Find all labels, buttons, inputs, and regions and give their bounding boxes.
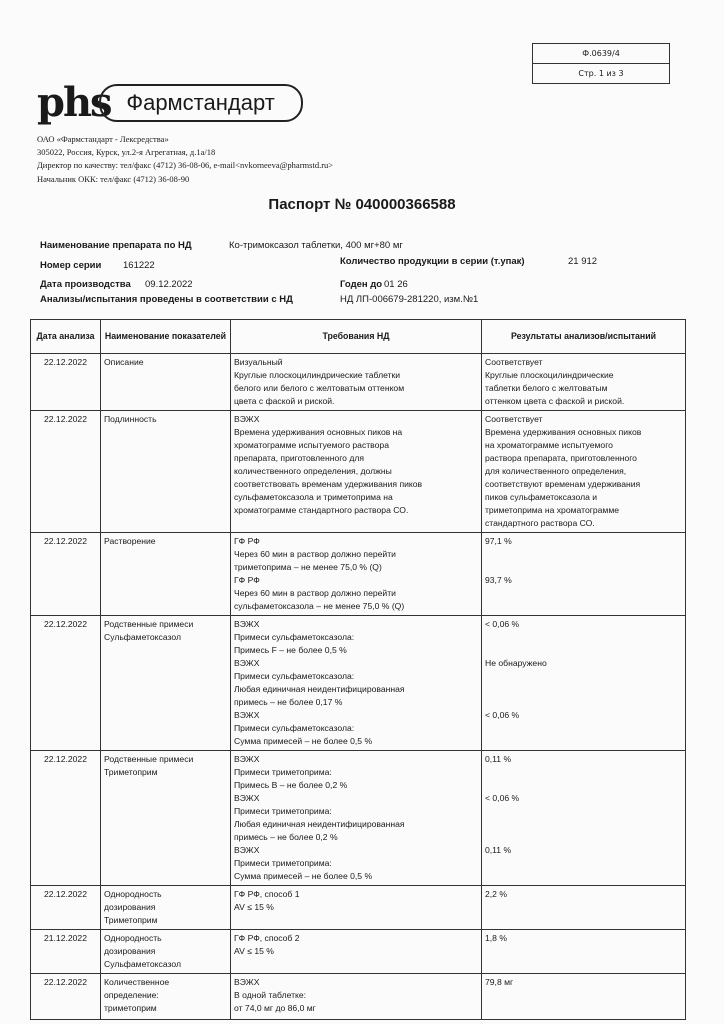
cell-requirements-line: В одной таблетке: [234, 990, 307, 1000]
cell-requirements-line: ВЭЖХ [234, 710, 260, 720]
page-number: Стр. 1 из 3 [578, 69, 624, 78]
cell-requirements-line: Примеси сульфаметоксазола: [234, 671, 355, 681]
cell-name-line: Триметоприм [104, 915, 158, 925]
cell-date [31, 533, 101, 616]
cell-date-line: 21.12.2022 [43, 933, 87, 943]
cell-name-line: дозирования [104, 902, 156, 912]
header-date: Дата анализа [31, 320, 101, 354]
cell-date [31, 751, 101, 886]
cell-results-line: 0,11 % [485, 845, 512, 855]
form-code: Ф.0639/4 [533, 44, 669, 64]
page-title: Паспорт № 040000366588 [268, 196, 456, 213]
cell-date-line: 22.12.2022 [43, 414, 87, 424]
cell-results [482, 411, 686, 533]
cell-results-line: пиков сульфаметоксазола и [485, 492, 598, 502]
cell-date [31, 886, 101, 930]
cell-results [482, 533, 686, 616]
cell-date-line: 22.12.2022 [43, 754, 87, 764]
cell-results-line [485, 870, 682, 883]
logo-name: Фармстандарт [99, 84, 303, 122]
production-date-label: Дата производства [40, 279, 131, 290]
cell-results-line [485, 805, 682, 818]
cell-results-line: Соответствует [485, 357, 543, 367]
cell-name-line: Однородность [104, 889, 162, 899]
series-label: Номер серии [40, 260, 102, 271]
cell-requirements-line: Любая единичная неидентифицированная [234, 684, 405, 694]
cell-results-line [485, 561, 682, 574]
cell-requirements-line: ВЭЖХ [234, 793, 260, 803]
cell-results [482, 354, 686, 411]
header-name: Наименование показателей [101, 320, 231, 354]
cell-requirements-line: AV ≤ 15 % [234, 946, 274, 956]
table-row [31, 354, 686, 411]
cell-requirements-line: Сумма примесей – не более 0,5 % [234, 736, 373, 746]
cell-results-line [485, 587, 682, 600]
cell-requirements [231, 616, 482, 751]
cell-requirements-line: Примеси триметоприма: [234, 806, 332, 816]
cell-name-line: Сульфаметоксазол [104, 959, 181, 969]
cell-name [101, 616, 231, 751]
company-info [37, 133, 333, 186]
cell-requirements-line: AV ≤ 15 % [234, 902, 274, 912]
cell-requirements-line: ВЭЖХ [234, 658, 260, 668]
cell-date-line: 22.12.2022 [43, 619, 87, 629]
table-row [31, 930, 686, 974]
cell-name [101, 411, 231, 533]
cell-requirements-line: белого или белого с желтоватым оттенком [234, 383, 405, 393]
cell-requirements-line: Через 60 мин в раствор должно перейти [234, 588, 396, 598]
cell-results-line: Соответствует [485, 414, 543, 424]
cell-name-line: Родственные примеси [104, 754, 194, 764]
cell-name [101, 533, 231, 616]
cell-results [482, 930, 686, 974]
form-code-box [532, 43, 670, 84]
cell-requirements-line: Круглые плоскоцилиндрические таблетки [234, 370, 401, 380]
cell-requirements-line: примесь – не более 0,17 % [234, 697, 343, 707]
cell-results-line: Не обнаружено [485, 658, 547, 668]
cell-date-line: 22.12.2022 [43, 357, 87, 367]
cell-date-line: 22.12.2022 [43, 536, 87, 546]
cell-results-line [485, 766, 682, 779]
cell-date-line: 22.12.2022 [43, 889, 87, 899]
cell-requirements-line: Любая единичная неидентифицированная [234, 819, 405, 829]
cell-requirements-line: от 74,0 мг до 86,0 мг [234, 1003, 316, 1013]
analysis-table [30, 319, 686, 1020]
cell-date [31, 930, 101, 974]
cell-requirements-line: сульфаметоксазола и триметоприма на [234, 492, 393, 502]
nd-label: Анализы/испытания проведены в соответствии с НД [40, 294, 293, 305]
cell-requirements-line: Примесь В – не более 0,2 % [234, 780, 348, 790]
cell-results [482, 616, 686, 751]
cell-results-line [485, 600, 682, 613]
cell-results-line: 0,11 % [485, 754, 512, 764]
cell-name-line: Растворение [104, 536, 156, 546]
cell-requirements [231, 354, 482, 411]
cell-name-line: определение: [104, 990, 159, 1000]
cell-results-line: < 0,06 % [485, 619, 520, 629]
cell-requirements-line: ВЭЖХ [234, 845, 260, 855]
table-row [31, 974, 686, 1020]
table-row [31, 533, 686, 616]
cell-requirements [231, 533, 482, 616]
company-line: Начальник ОКК: тел/факс (4712) 36-08-90 [37, 173, 190, 184]
cell-name-line: Однородность [104, 933, 162, 943]
cell-name [101, 751, 231, 886]
header-results: Результаты анализов/испытаний [482, 320, 686, 354]
cell-requirements-line: Примеси триметоприма: [234, 767, 332, 777]
cell-results-line: 93,7 % [485, 575, 512, 585]
cell-requirements-line: ГФ РФ [234, 575, 260, 585]
cell-requirements [231, 886, 482, 930]
company-line: 305022, Россия, Курск, ул.2-я Агрегатная, д.1а/18 [37, 147, 216, 158]
cell-date [31, 974, 101, 1020]
cell-requirements-line: ГФ РФ [234, 536, 260, 546]
cell-name [101, 930, 231, 974]
cell-name-line: Сульфаметоксазол [104, 632, 181, 642]
table-row [31, 751, 686, 886]
cell-requirements-line: ГФ РФ, способ 1 [234, 889, 300, 899]
cell-requirements-line: примесь – не более 0,2 % [234, 832, 338, 842]
cell-requirements-line: Примеси сульфаметоксазола: [234, 723, 355, 733]
cell-results-line: раствора препарата, приготовленного [485, 453, 637, 463]
cell-requirements-line: сульфаметоксазола – не менее 75,0 % (Q) [234, 601, 405, 611]
cell-requirements-line: Примеси триметоприма: [234, 858, 332, 868]
cell-results [482, 974, 686, 1020]
cell-results-line: 79,8 мг [485, 977, 514, 987]
cell-results-line: 1,8 % [485, 933, 507, 943]
drug-label: Наименование препарата по НД [40, 240, 192, 251]
cell-results-line: 97,1 % [485, 536, 512, 546]
cell-requirements-line: Сумма примесей – не более 0,5 % [234, 871, 373, 881]
cell-results-line [485, 631, 682, 644]
cell-results [482, 751, 686, 886]
company-logo [37, 79, 303, 126]
cell-requirements-line: ВЭЖХ [234, 414, 260, 424]
cell-results-line [485, 670, 682, 683]
production-date-value: 09.12.2022 [145, 279, 193, 290]
cell-requirements-line: количественного определения, должны [234, 466, 392, 476]
cell-name-line: дозирования [104, 946, 156, 956]
drug-value: Ко-тримоксазол таблетки, 400 мг+80 мг [229, 240, 403, 251]
series-value: 161222 [123, 260, 155, 271]
cell-requirements-line: хроматограмме испытуемого раствора [234, 440, 389, 450]
cell-requirements [231, 411, 482, 533]
cell-results-line: на хроматограмме испытуемого [485, 440, 613, 450]
cell-requirements-line: триметоприма – не менее 75,0 % (Q) [234, 562, 382, 572]
cell-results-line [485, 644, 682, 657]
cell-name [101, 886, 231, 930]
cell-requirements-line: цвета с фаской и риской. [234, 396, 335, 406]
cell-date-line: 22.12.2022 [43, 977, 87, 987]
cell-results-line [485, 548, 682, 561]
company-line: ОАО «Фармстандарт - Лексредства» [37, 134, 169, 144]
cell-name-line: Подлинность [104, 414, 157, 424]
table-row [31, 886, 686, 930]
qty-value: 21 912 [568, 256, 598, 267]
cell-name-line: триметоприм [104, 1003, 157, 1013]
logo-mark: phs [37, 79, 111, 126]
header-requirements: Требования НД [231, 320, 482, 354]
cell-results-line: стандартного раствора СО. [485, 518, 595, 528]
cell-requirements-line: Времена удерживания основных пиков на [234, 427, 403, 437]
cell-results-line [485, 818, 682, 831]
cell-name-line: Количественное [104, 977, 170, 987]
cell-results-line: триметоприма на хроматограмме [485, 505, 620, 515]
cell-requirements-line: ВЭЖХ [234, 619, 260, 629]
cell-requirements [231, 751, 482, 886]
cell-results-line: таблетки белого с желтоватым [485, 383, 608, 393]
cell-requirements-line: Примесь F – не более 0,5 % [234, 645, 347, 655]
cell-results-line: < 0,06 % [485, 793, 520, 803]
cell-results-line: соответствуют временам удерживания [485, 479, 641, 489]
cell-results-line: < 0,06 % [485, 710, 520, 720]
expiry-value: 01 26 [384, 279, 408, 290]
cell-name-line: Родственные примеси [104, 619, 194, 629]
nd-value: НД ЛП-006679-281220, изм.№1 [340, 294, 479, 305]
table-body [31, 354, 686, 1020]
company-line: Директор по качеству: тел/факс (4712) 36-08-06, e-mail<nvkorneeva@pharmstd.ru> [37, 160, 334, 171]
cell-date [31, 411, 101, 533]
cell-results-line [485, 857, 682, 870]
cell-results-line [485, 696, 682, 709]
cell-requirements-line: ГФ РФ, способ 2 [234, 933, 300, 943]
cell-results-line [485, 831, 682, 844]
cell-results-line: Времена удерживания основных пиков [485, 427, 642, 437]
cell-results-line: для количественного определения, [485, 466, 627, 476]
expiry-label: Годен до [340, 279, 383, 290]
cell-results-line [485, 722, 682, 735]
cell-results-line [485, 683, 682, 696]
cell-results-line [485, 779, 682, 792]
cell-name [101, 354, 231, 411]
cell-name [101, 974, 231, 1020]
cell-requirements-line: Через 60 мин в раствор должно перейти [234, 549, 396, 559]
cell-results-line: оттенком цвета с фаской и риской. [485, 396, 625, 406]
cell-name-line: Описание [104, 357, 144, 367]
cell-requirements-line: соответствовать временам удерживания пиков [234, 479, 423, 489]
cell-requirements [231, 974, 482, 1020]
cell-requirements-line: хроматограмме стандартного раствора СО. [234, 505, 409, 515]
cell-requirements-line: Визуальный [234, 357, 283, 367]
cell-date [31, 616, 101, 751]
cell-requirements-line: препарата, приготовленного для [234, 453, 365, 463]
cell-name-line: Триметоприм [104, 767, 158, 777]
cell-results-line [485, 735, 682, 748]
cell-requirements-line: ВЭЖХ [234, 754, 260, 764]
table-row [31, 616, 686, 751]
cell-requirements [231, 930, 482, 974]
qty-label: Количество продукции в серии (т.упак) [340, 256, 525, 267]
cell-results [482, 886, 686, 930]
cell-requirements-line: Примеси сульфаметоксазола: [234, 632, 355, 642]
cell-results-line: Круглые плоскоцилиндрические [485, 370, 614, 380]
cell-results-line: 2,2 % [485, 889, 507, 899]
cell-requirements-line: ВЭЖХ [234, 977, 260, 987]
table-row [31, 411, 686, 533]
cell-date [31, 354, 101, 411]
